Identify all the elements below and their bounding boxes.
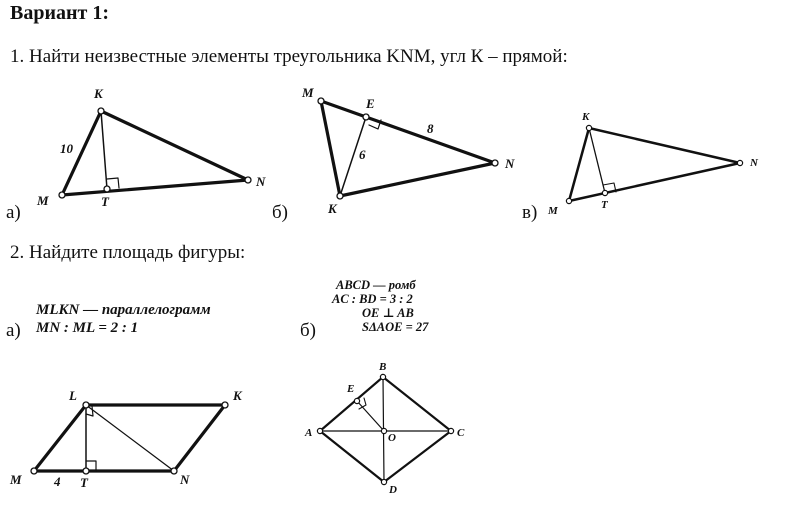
task2-note-a-line1: MLKN — параллелограмм (36, 302, 211, 318)
variant-title: Вариант 1: (10, 2, 109, 24)
fig1c-label-N: N (750, 157, 758, 169)
task2-note-a-line2: MN : ML = 2 : 1 (36, 320, 139, 336)
fig2b-label-O: O (388, 432, 396, 444)
task2-text: 2. Найдите площадь фигуры: (10, 242, 246, 263)
fig1c-label-K: K (582, 111, 590, 123)
task2-note-b-line2: AC : BD = 3 : 2 (332, 292, 413, 306)
fig1a-label-M: M (37, 193, 49, 208)
task1-text: 1. Найти неизвестные элементы треугольника KNM, угл К – прямой: (10, 46, 568, 67)
fig1b-label-N: N (505, 156, 515, 171)
task2-note-b-line3: OE ⊥ AB (362, 306, 414, 320)
fig1c-label-T: T (601, 199, 608, 211)
fig2a-label-L: L (69, 388, 77, 403)
fig1a-label-side: 10 (60, 141, 73, 156)
fig1b-label-K: K (328, 201, 337, 216)
task2-note-b-line1: ABCD — ромб (336, 278, 416, 292)
fig1a-label-T: T (101, 194, 109, 209)
fig2a-label-MT: 4 (54, 474, 61, 489)
task2-part-b-label: б) (300, 320, 316, 341)
fig2b-label-B: B (379, 361, 387, 373)
triangle-figure-a (59, 108, 251, 198)
fig2a-label-M: M (10, 472, 22, 487)
fig1b-label-KE: 6 (359, 147, 366, 162)
task1-part-c-label: в) (522, 202, 538, 223)
fig2b-label-D: D (389, 484, 397, 496)
fig2b-label-A: A (305, 427, 313, 439)
task2-part-a-label: а) (6, 320, 21, 341)
parallelogram-figure (31, 402, 228, 474)
triangle-figure-b (318, 98, 498, 199)
fig1c-label-M: M (548, 205, 558, 217)
fig2b-label-E: E (347, 383, 355, 395)
task1-part-b-label: б) (272, 202, 288, 223)
fig1b-label-EN: 8 (427, 121, 434, 136)
task1-part-a-label: а) (6, 202, 21, 223)
fig1a-label-N: N (256, 174, 266, 189)
fig2a-label-K: K (233, 388, 242, 403)
fig1b-label-M: M (302, 85, 314, 100)
fig2a-label-N: N (180, 472, 190, 487)
task2-note-b-line4: SΔAOE = 27 (362, 320, 429, 334)
fig2b-label-C: C (457, 427, 465, 439)
triangle-figure-c (566, 125, 742, 203)
rhombus-figure (317, 374, 453, 484)
fig1b-label-E: E (366, 96, 375, 111)
fig2a-label-T: T (80, 475, 88, 490)
fig1a-label-K: K (94, 86, 103, 101)
